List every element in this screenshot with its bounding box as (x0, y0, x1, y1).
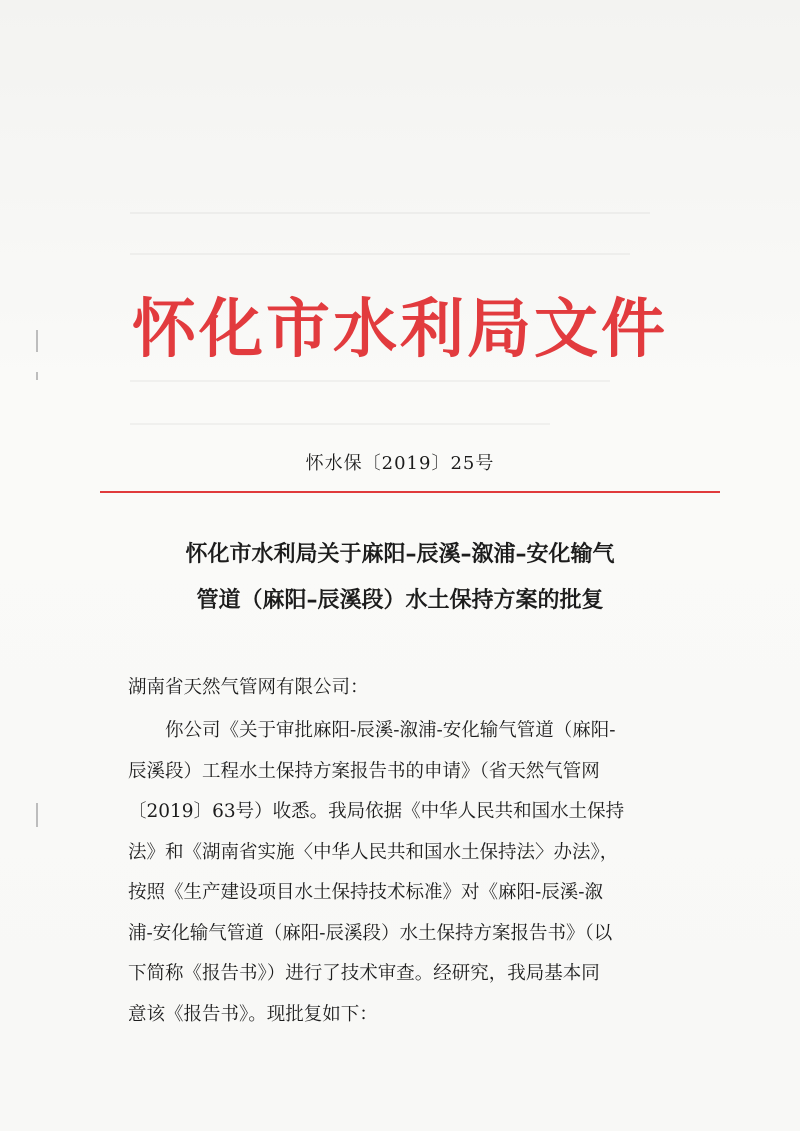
body-line: 法》和《湖南省实施〈中华人民共和国水土保持法〉办法》， (128, 841, 619, 863)
binding-mark (36, 803, 38, 827)
document-header: 怀化市水利局文件 (132, 293, 668, 367)
show-through-line (130, 423, 550, 425)
document-title (100, 532, 700, 624)
recipient: 湖南省天然气管网有限公司： (128, 677, 369, 698)
header-divider (100, 491, 720, 493)
body-line: 按照《生产建设项目水土保持技术标准》对《麻阳-辰溪-溆 (128, 882, 604, 903)
body-line: 浦-安化输气管道（麻阳-辰溪段）水土保持方案报告书》（以 (128, 922, 613, 944)
body-paragraph (128, 711, 708, 1035)
body-line: 辰溪段）工程水土保持方案报告书的申请》（省天然气管网 (128, 760, 600, 782)
title-line: 怀化市水利局关于麻阳–辰溪–溆浦–安化输气 (185, 542, 615, 567)
body-line: 意该《报告书》。现批复如下： (128, 1003, 378, 1025)
show-through-line (130, 253, 630, 255)
body-line: 下简称《报告书》）进行了技术审查。经研究，我局基本同 (128, 963, 600, 984)
body-line: 〔2019〕63号）收悉。我局依据《中华人民共和国水土保持 (128, 801, 625, 822)
document-number: 怀水保〔2019〕25号 (305, 453, 495, 474)
show-through-line (130, 380, 610, 382)
body-line: 你公司《关于审批麻阳-辰溪-溆浦-安化输气管道（麻阳- (128, 720, 616, 741)
title-line: 管道（麻阳–辰溪段）水土保持方案的批复 (196, 588, 604, 613)
show-through-line (130, 212, 650, 214)
